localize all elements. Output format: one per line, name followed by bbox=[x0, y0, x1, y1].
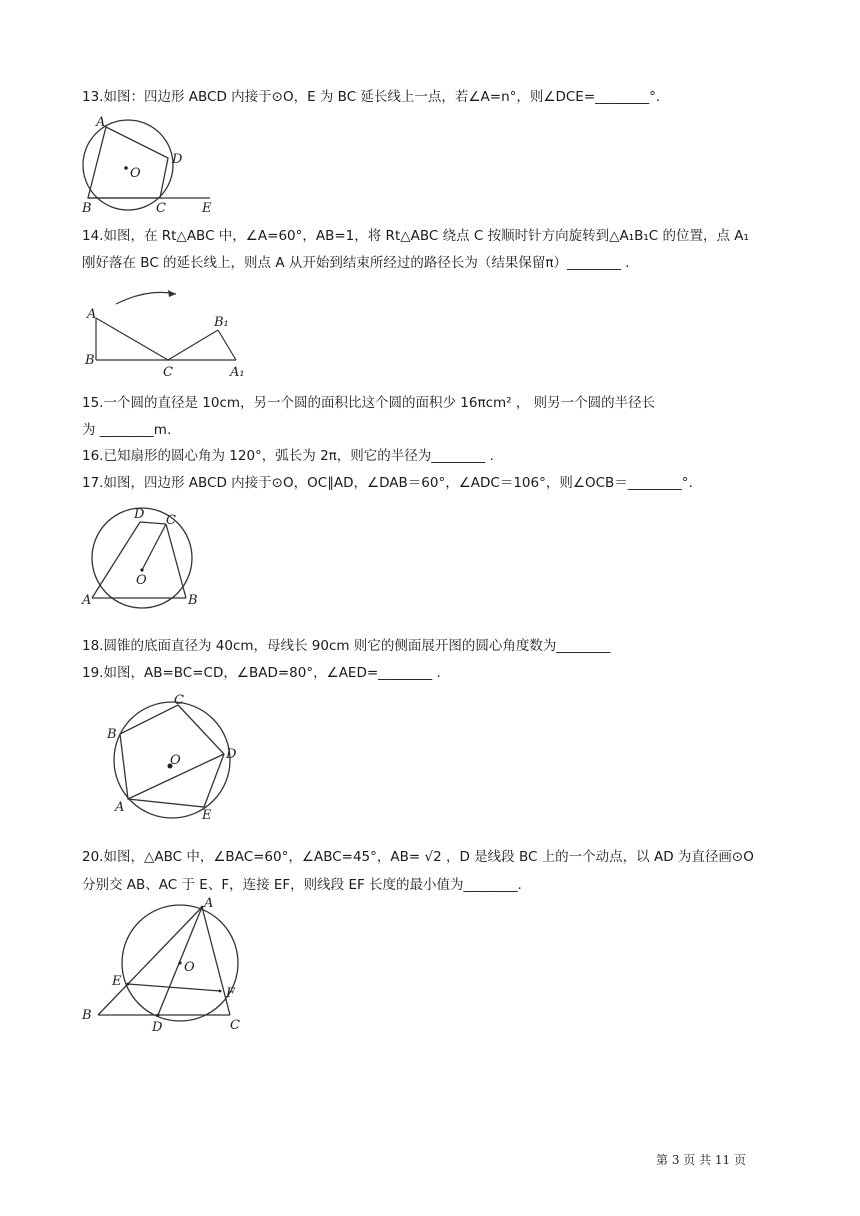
svg-text:D: D bbox=[172, 152, 183, 167]
figure-q13 bbox=[78, 110, 228, 220]
svg-text:A: A bbox=[87, 307, 97, 322]
svg-text:B₁: B₁ bbox=[214, 315, 229, 330]
question-19-text: 19.如图，AB=BC=CD，∠BAD=80°，∠AED=________ . bbox=[82, 665, 441, 681]
figure-q14 bbox=[78, 282, 258, 382]
figure-q20 bbox=[78, 895, 258, 1040]
svg-text:E: E bbox=[202, 808, 212, 823]
svg-text:C: C bbox=[166, 513, 176, 528]
question-14-line2: 刚好落在 BC 的延长线上，则点 A 从开始到结束所经过的路径长为（结果保留π）________ . bbox=[82, 255, 630, 271]
svg-text:D: D bbox=[152, 1020, 163, 1035]
svg-text:B: B bbox=[82, 201, 92, 216]
svg-text:O: O bbox=[184, 960, 195, 975]
question-16-text: 16.已知扇形的圆心角为 120°，弧长为 2π，则它的半径为________ . bbox=[82, 448, 494, 464]
svg-text:F: F bbox=[226, 986, 236, 1001]
page-footer: 第 3 页 共 11 页 bbox=[656, 1153, 746, 1167]
svg-text:C: C bbox=[156, 201, 166, 216]
figure-q17 bbox=[78, 502, 208, 612]
svg-text:B: B bbox=[82, 1008, 92, 1023]
svg-text:O: O bbox=[136, 573, 147, 588]
figure-q19 bbox=[100, 692, 250, 827]
svg-text:E: E bbox=[112, 974, 122, 989]
question-13-text: 13.如图：四边形 ABCD 内接于⊙O，E 为 BC 延长线上一点，若∠A=n°，则∠DCE=________°. bbox=[82, 89, 661, 105]
svg-text:A: A bbox=[204, 896, 214, 911]
question-15-line2: 为 ________m. bbox=[82, 422, 172, 438]
svg-text:A: A bbox=[82, 593, 92, 608]
svg-text:E: E bbox=[202, 201, 212, 216]
svg-text:D: D bbox=[226, 747, 237, 762]
svg-text:D: D bbox=[134, 507, 145, 522]
svg-text:A: A bbox=[115, 800, 125, 815]
svg-text:B: B bbox=[85, 353, 95, 368]
svg-text:A: A bbox=[96, 115, 106, 130]
question-17-text: 17.如图，四边形 ABCD 内接于⊙O，OC∥AD，∠DAB＝60°，∠ADC＝106°，则∠OCB＝________°. bbox=[82, 475, 693, 491]
svg-text:C: C bbox=[174, 693, 184, 708]
svg-text:B: B bbox=[107, 727, 117, 742]
svg-text:B: B bbox=[188, 593, 198, 608]
question-20-line1: 20.如图，△ABC 中，∠BAC=60°，∠ABC=45°，AB= √2 ，D 是线段 BC 上的一个动点，以 AD 为直径画⊙O bbox=[82, 849, 754, 865]
svg-text:O: O bbox=[170, 753, 181, 768]
question-20-line2: 分别交 AB、AC 于 E、F，连接 EF，则线段 EF 长度的最小值为________. bbox=[82, 877, 522, 893]
question-18-text: 18.圆锥的底面直径为 40cm，母线长 90cm 则它的侧面展开图的圆心角度数为________ bbox=[82, 638, 611, 654]
svg-text:O: O bbox=[130, 166, 141, 181]
question-15-line1: 15.一个圆的直径是 10cm，另一个圆的面积比这个圆的面积少 16πcm² ， 则另一个圆的半径长 bbox=[82, 395, 656, 411]
svg-text:C: C bbox=[163, 365, 173, 380]
svg-text:A₁: A₁ bbox=[230, 365, 245, 380]
question-14-line1: 14.如图，在 Rt△ABC 中，∠A=60°，AB=1，将 Rt△ABC 绕点 C 按顺时针方向旋转到△A₁B₁C 的位置，点 A₁ bbox=[82, 228, 749, 244]
svg-text:C: C bbox=[230, 1018, 240, 1033]
